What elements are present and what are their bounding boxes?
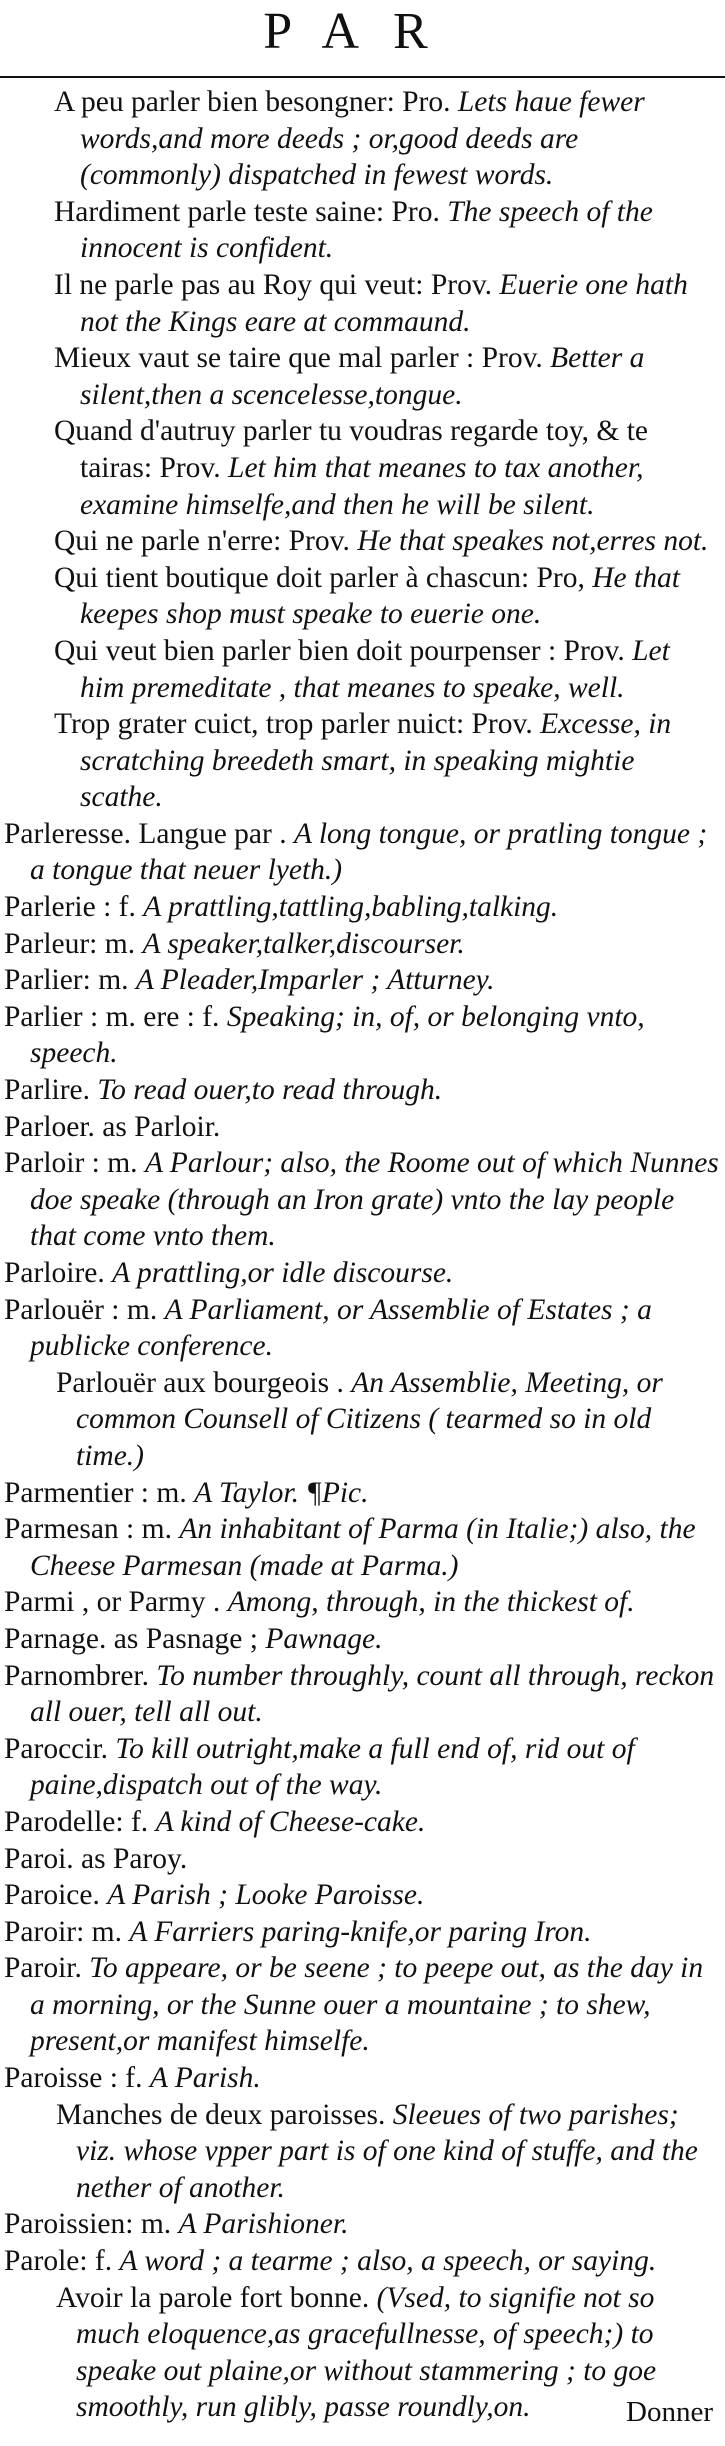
dictionary-entry [4,1804,719,1841]
dictionary-entry [4,2206,719,2243]
english-gloss: A Taylor. ¶Pic. [194,1476,369,1509]
english-gloss: Let him premeditate , that meanes to speake, well. [80,634,670,704]
english-gloss: A Farriers paring-knife,or paring Iron. [129,1915,592,1948]
dictionary-entry [4,1292,719,1365]
english-gloss: Sleeues of two parishes; viz. whose vpper part is of one kind of stuffe, and the nether of another. [76,2098,698,2204]
french-headword: Qui tient boutique doit parler à chascun: Pro, [54,561,585,594]
dictionary-entry [4,1731,719,1804]
dictionary-entry [4,962,719,999]
french-headword: Parmesan : m. [4,1513,172,1546]
french-headword: Parlire. [4,1074,91,1107]
french-headword: Parleur: m. [4,927,136,960]
french-headword: Parole: f. [4,2245,113,2278]
french-headword: Parleresse. Langue par . [4,817,287,850]
french-headword: Paroice. [4,1879,100,1912]
dictionary-entry [4,816,719,889]
english-gloss: Pawnage. [265,1622,383,1655]
dictionary-entry [4,1145,719,1255]
french-headword: A peu parler bien besongner: Pro. [54,86,451,118]
dictionary-entry [4,1621,719,1658]
proverb-entry [4,706,719,816]
english-gloss: A prattling,or idle discourse. [112,1257,454,1289]
french-headword: Parodelle: f. [4,1805,149,1838]
proverb-entry [4,523,719,560]
french-headword: Avoir la parole fort bonne. [56,2281,370,2314]
header-rule [0,76,725,78]
sub-entry [4,1365,719,1475]
sub-entry [4,2097,719,2207]
dictionary-entry [4,1841,719,1878]
french-headword: Parmentier : m. [4,1476,187,1509]
french-headword: Trop grater cuict, trop parler nuict: Prov. [54,708,533,741]
dictionary-entry [4,2060,719,2097]
dictionary-entry [4,926,719,963]
dictionary-entry [4,999,719,1072]
proverb-entry [4,340,719,413]
english-gloss: A Pleader,Imparler ; Atturney. [135,964,495,997]
proverb-entry [4,560,719,633]
english-gloss: An Assemblie, Meeting, or common Counsell of Citizens ( tearmed so in old time.) [76,1366,663,1472]
french-headword: Mieux vaut se taire que mal parler : Prov. [54,342,543,375]
english-gloss: A Parishioner. [178,2208,349,2241]
french-headword: Parloir : m. [4,1147,138,1180]
dictionary-entry [4,1511,719,1584]
french-headword: Parlerie : f. [4,891,136,924]
english-gloss: To read ouer,to read through. [97,1074,443,1107]
dictionary-entry [4,1475,719,1512]
french-headword: Il ne parle pas au Roy qui veut: Prov. [54,268,493,301]
dictionary-entry [4,1072,719,1109]
french-headword: Parloer. as Parloir. [4,1110,221,1143]
english-gloss: To appeare, or be seene ; to peepe out, as the day in a morning, or the Sunne ouer a mountaine ; to shew, present,or manifest himselfe. [30,1952,704,2058]
dictionary-entry [4,1658,719,1731]
french-headword: Parlier: m. [4,964,129,997]
english-gloss: The speech of the innocent is confident. [80,195,653,265]
french-headword: Manches de deux paroisses. [56,2098,386,2131]
english-gloss: A prattling,tattling,babling,talking. [143,891,559,924]
dictionary-entry [4,2243,719,2280]
dictionary-entry [4,1914,719,1951]
proverb-entry [4,413,719,523]
french-headword: Parnage. as Pasnage ; [4,1622,258,1655]
english-gloss: An inhabitant of Parma (in Italie;) also, the Cheese Parmesan (made at Parma.) [30,1513,696,1582]
dictionary-column [4,84,719,2426]
proverb-entry [4,633,719,706]
french-headword: Paroccir. [4,1732,109,1765]
english-gloss: To kill outright,make a full end of, rid out of paine,dispatch out of the way. [30,1732,635,1802]
english-gloss: Speaking; in, of, or belonging vnto, speech. [30,1000,645,1070]
french-headword: Paroir: m. [4,1915,122,1948]
french-headword: Parlouër : m. [4,1293,158,1326]
catchword: Donner [626,2396,713,2428]
french-headword: Paroisse : f. [4,2062,143,2095]
english-gloss: Among, through, in the thickest of. [227,1586,635,1619]
french-headword: Paroi. as Paroy. [4,1842,188,1875]
french-headword: Quand d'autruy parler tu voudras regarde toy, & te tairas: Prov. [54,415,649,484]
dictionary-entry [4,1877,719,1914]
french-headword: Parloire. [4,1257,105,1289]
french-headword: Paroissien: m. [4,2208,172,2241]
french-headword: Parmi , or Parmy . [4,1586,221,1619]
french-headword: Qui veut bien parler bien doit pourpenser : Prov. [54,634,625,667]
english-gloss: Better a silent,then a scencelesse,tongue. [80,342,645,411]
dictionary-entry [4,1584,719,1621]
sub-entry [4,2280,719,2426]
english-gloss: A Parish. [149,2062,261,2095]
dictionary-entry [4,1950,719,2060]
english-gloss: A kind of Cheese-cake. [155,1805,426,1838]
english-gloss: A Parlour; also, the Roome out of which Nunnes doe speake (through an Iron grate) vnto the lay people that come vnto them. [30,1147,719,1253]
english-gloss: A Parish ; Looke Paroisse. [107,1879,425,1912]
english-gloss: (Vsed, to signifie not so much eloquence,as gracefullnesse, of speech;) to speake out plaine,or without stammering ; to goe smoothly, run glibly, passe roundly,on. [76,2281,657,2424]
french-headword: Hardiment parle teste saine: Pro. [54,195,440,228]
english-gloss: He that keepes shop must speake to euerie one. [80,561,680,631]
french-headword: Qui ne parle n'erre: Prov. [54,525,350,558]
dictionary-entry [4,1109,719,1146]
dictionary-entry [4,1255,719,1292]
english-gloss: A Parliament, or Assemblie of Estates ; a publicke conference. [30,1293,652,1363]
english-gloss: He that speakes not,erres not. [357,525,709,558]
french-headword: Paroir. [4,1952,82,1985]
english-gloss: Let him that meanes to tax another, examine himselfe,and then he will be silent. [80,451,644,521]
english-gloss: To number throughly, count all through, reckon all ouer, tell all out. [30,1659,715,1729]
english-gloss: A long tongue, or pratling tongue ; a tongue that neuer lyeth.) [30,817,708,887]
french-headword: Parlouër aux bourgeois . [56,1366,344,1399]
proverb-entry [4,84,719,194]
english-gloss: A word ; a tearme ; also, a speech, or saying. [119,2245,657,2278]
french-headword: Parnombrer. [4,1659,150,1692]
french-headword: Parlier : m. ere : f. [4,1000,220,1033]
english-gloss: A speaker,talker,discourser. [142,927,465,960]
running-head: PAR [263,3,462,60]
dictionary-entry [4,889,719,926]
english-gloss: Euerie one hath not the Kings eare at commaund. [80,268,688,338]
english-gloss: Excesse, in scratching breedeth smart, in speaking mightie scathe. [80,708,672,814]
english-gloss: Lets haue fewer words,and more deeds ; or,good deeds are (commonly) dispatched in fewest words. [80,86,645,192]
proverb-entry [4,194,719,267]
proverb-entry [4,267,719,340]
